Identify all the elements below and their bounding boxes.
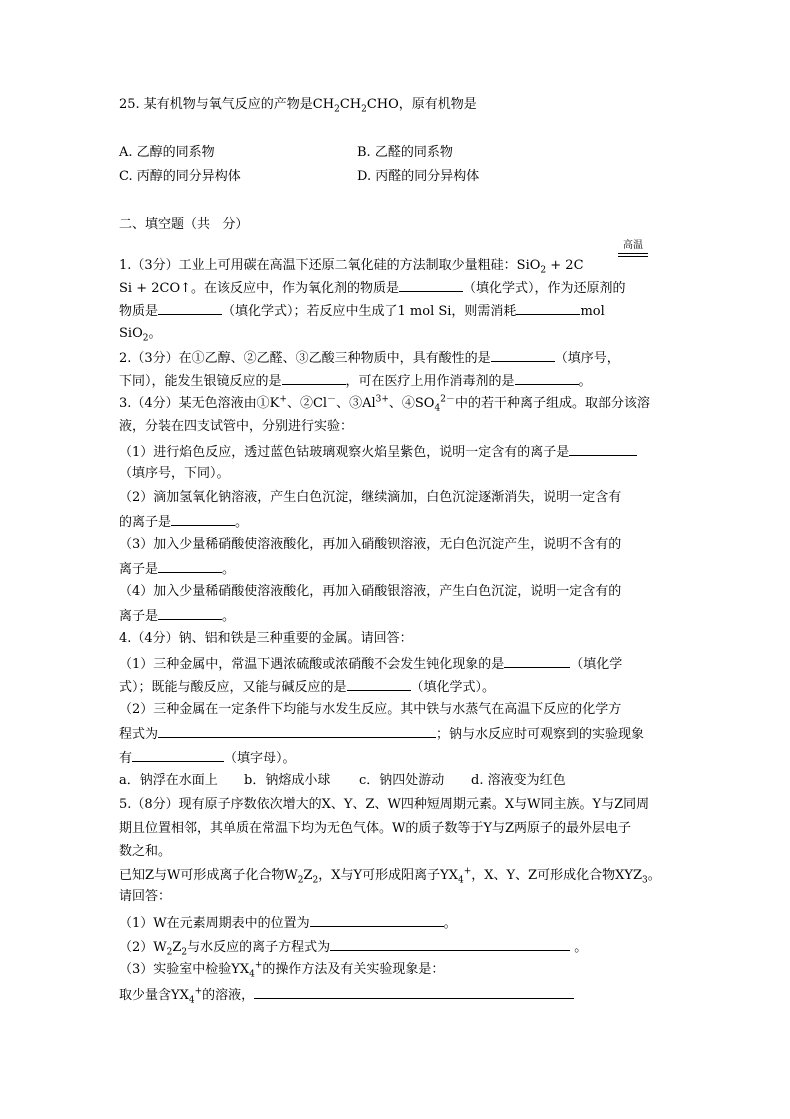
q25-option-b: B. 乙醛的同系物 <box>357 145 453 160</box>
q5-line-1: 5.（8分）现有原子序数依次增大的X、Y、Z、W四种短周期元素。X与W同主族。Y与Z同周 <box>119 797 650 812</box>
q25-option-d: D. 丙醛的同分异构体 <box>357 169 480 184</box>
q3-line-8: 离子是 。 <box>119 562 236 577</box>
q4-option-b: b．钠熔成小球 <box>244 773 331 788</box>
q3-line-1: 3.（4分）某无色溶液由①K+、②Cl－、$③Al^{3+}$、$④SO_4^{2-}$中的若干种离子组成。取部分该溶 <box>119 394 650 414</box>
q1-line-2: Si + 2CO↑。在该反应中，作为氧化剂的物质是 （填化学式），作为还原剂的 <box>119 281 626 296</box>
q5-line-8: （3）实验室中检验$YX_4^+$的操作方法及有关实验现象是： <box>119 960 445 980</box>
q3-line-4: （填序号，下同）。 <box>119 466 230 481</box>
q3-line-6: 的离子是 。 <box>119 515 249 530</box>
q4-line-3: 式）；既能与酸反应，又能与碱反应的是 （填化学式）。 <box>119 680 496 695</box>
q4-option-c: c．钠四处游动 <box>359 773 445 788</box>
q5-line-7: $(2)W_2Z_2$与水反应的离子方程式为 。 <box>119 940 588 958</box>
q4-line-4: （2）三种金属在一定条件下均能与水发生反应。其中铁与水蒸气在高温下反应的化学方 <box>119 702 622 717</box>
q5-line-6: （1）W在元素周期表中的位置为 。 <box>119 916 457 931</box>
section-title: 二、填空题（共 分） <box>119 217 249 232</box>
q4-line-6: 有 （填字母）。 <box>119 751 296 766</box>
q3-line-9: （4）加入少量稀硝酸使溶液酸化，再加入硝酸银溶液，产生白色沉淀，说明一定含有的 <box>119 584 622 599</box>
q5-line-5: 请回答： <box>119 889 172 904</box>
q4-line-2: （1）三种金属中，常温下遇浓硫酸或浓硝酸不会发生钝化现象的是 （填化学 <box>119 657 623 672</box>
reaction-condition: 高温 <box>618 241 648 257</box>
q2-line-2: 下同），能发生银镜反应的是 ，可在医疗上用作消毒剂的是 。 <box>119 374 592 389</box>
q5-line-2: 期且位置相邻，其单质在常温下均为无色气体。W的质子数等于Y与Z两原子的最外层电子 <box>119 821 631 836</box>
q3-line-2: 液，分装在四支试管中，分别进行实验： <box>119 419 354 434</box>
q5-line-4: 已知Z与W可形成离子化合物$W_2Z_2$，X与Y可形成阳离子$YX_4^+$，X、Y、Z可形成化合物$XYZ_3$。 <box>119 866 661 886</box>
q2-line-1: 2.（3分）在①乙醇、②乙醛、③乙酸三种物质中，具有酸性的是 （填序号， <box>119 351 620 366</box>
q4-line-1: 4.（4分）钠、铝和铁是三种重要的金属。请回答： <box>119 631 413 646</box>
q25-stem: 25. 某有机物与氧气反应的产物是$CH_2CH_2CHO$，原有机物是 <box>119 97 477 115</box>
q4-option-d: d. 溶液变为红色 <box>471 773 566 788</box>
q4-line-5: 程式为 ；钠与水反应时可观察到的实验现象 <box>119 727 645 742</box>
q1-line-4: SiO$_2$。 <box>119 326 162 344</box>
q3-line-3: （1）进行焰色反应，透过蓝色钴玻璃观察火焰呈紫色，说明一定含有的离子是 <box>119 443 637 461</box>
q1-line-1: 1.（3分）工业上可用碳在高温下还原二氧化硅的方法制取少量粗硅：SiO$_2$ + 2C <box>119 258 584 276</box>
q5-line-9: 取少量含$YX_4^+$的溶液， <box>119 986 574 1004</box>
q1-line-3: 物质是 （填化学式）；若反应中生成了1 mol Si，则需消耗 mol <box>119 304 605 319</box>
q3-line-5: （2）滴加氢氧化钠溶液，产生白色沉淀，继续滴加，白色沉淀逐渐消失，说明一定含有 <box>119 490 622 505</box>
q25-option-c: C. 丙醇的同分异构体 <box>119 169 241 184</box>
q4-option-a: a．钠浮在水面上 <box>119 773 218 788</box>
q25-option-a: A. 乙醇的同系物 <box>119 145 215 160</box>
q5-line-3: 数之和。 <box>119 844 172 859</box>
q3-line-7: （3）加入少量稀硝酸使溶液酸化，再加入硝酸钡溶液，无白色沉淀产生，说明不含有的 <box>119 537 622 552</box>
q3-line-10: 离子是 。 <box>119 609 236 624</box>
